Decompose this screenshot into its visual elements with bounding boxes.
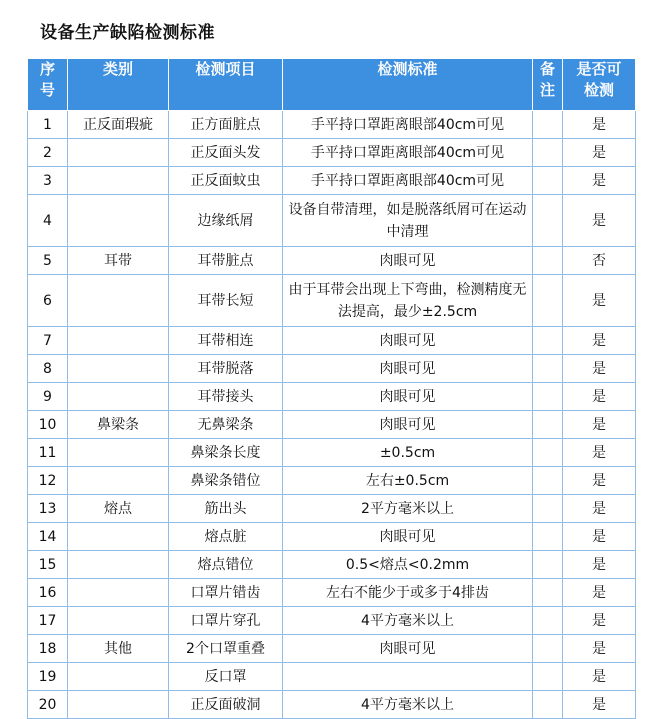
- cell-inspection-standard: 手平持口罩距离眼部40cm可见: [283, 167, 533, 195]
- table-row: [28, 111, 636, 139]
- cell-remark: [533, 579, 563, 607]
- cell-detectable: 是: [563, 635, 636, 663]
- cell-detectable: 是: [563, 467, 636, 495]
- cell-inspection-standard: 肉眼可见: [283, 635, 533, 663]
- cell-inspection-standard: 4平方毫米以上: [283, 607, 533, 635]
- cell-detectable: 是: [563, 411, 636, 439]
- cell-remark: [533, 167, 563, 195]
- cell-serial-number: 16: [28, 579, 68, 607]
- table-row: [28, 607, 636, 635]
- cell-remark: [533, 467, 563, 495]
- cell-inspection-item: 2个口罩重叠: [169, 635, 283, 663]
- cell-category: [68, 691, 169, 719]
- table-row: [28, 579, 636, 607]
- cell-category: [68, 167, 169, 195]
- cell-detectable: 是: [563, 551, 636, 579]
- cell-serial-number: 17: [28, 607, 68, 635]
- cell-inspection-item: 熔点错位: [169, 551, 283, 579]
- cell-remark: [533, 411, 563, 439]
- cell-category: [68, 523, 169, 551]
- cell-serial-number: 5: [28, 247, 68, 275]
- table-row: [28, 691, 636, 719]
- cell-category: 其他: [68, 635, 169, 663]
- cell-detectable: 是: [563, 607, 636, 635]
- cell-serial-number: 18: [28, 635, 68, 663]
- cell-serial-number: 12: [28, 467, 68, 495]
- cell-inspection-standard: ±0.5cm: [283, 439, 533, 467]
- cell-category: [68, 467, 169, 495]
- cell-serial-number: 9: [28, 383, 68, 411]
- table-row: [28, 167, 636, 195]
- document-title: 设备生产缺陷检测标准: [40, 23, 215, 43]
- cell-serial-number: 13: [28, 495, 68, 523]
- cell-inspection-item: 筋出头: [169, 495, 283, 523]
- table-header-row: [28, 59, 636, 111]
- table-row: [28, 523, 636, 551]
- table-row: [28, 139, 636, 167]
- cell-category: [68, 139, 169, 167]
- cell-inspection-item: 耳带接头: [169, 383, 283, 411]
- cell-detectable: 否: [563, 247, 636, 275]
- table-row: [28, 467, 636, 495]
- cell-serial-number: 19: [28, 663, 68, 691]
- header-remark: [533, 59, 563, 111]
- cell-inspection-standard: 2平方毫米以上: [283, 495, 533, 523]
- cell-remark: [533, 275, 563, 327]
- cell-inspection-item: 无鼻梁条: [169, 411, 283, 439]
- header-inspection-standard: 检测标准: [283, 59, 533, 111]
- cell-inspection-item: 正方面脏点: [169, 111, 283, 139]
- cell-category: [68, 383, 169, 411]
- cell-serial-number: 4: [28, 195, 68, 247]
- cell-inspection-standard: 肉眼可见: [283, 247, 533, 275]
- defect-standard-table: [27, 58, 636, 719]
- table-row: [28, 195, 636, 247]
- cell-inspection-item: 耳带长短: [169, 275, 283, 327]
- cell-inspection-standard: 肉眼可见: [283, 355, 533, 383]
- cell-category: 熔点: [68, 495, 169, 523]
- header-detectable: [563, 59, 636, 111]
- cell-inspection-standard: 手平持口罩距离眼部40cm可见: [283, 139, 533, 167]
- cell-inspection-item: 鼻梁条错位: [169, 467, 283, 495]
- cell-category: 正反面瑕疵: [68, 111, 169, 139]
- cell-inspection-standard: 左右不能少于或多于4排齿: [283, 579, 533, 607]
- cell-inspection-standard: 设备自带清理，如是脱落纸屑可在运动中清理: [283, 195, 533, 247]
- cell-inspection-item: 反口罩: [169, 663, 283, 691]
- cell-category: [68, 551, 169, 579]
- cell-inspection-item: 口罩片错齿: [169, 579, 283, 607]
- cell-category: 耳带: [68, 247, 169, 275]
- cell-detectable: 是: [563, 111, 636, 139]
- cell-category: [68, 607, 169, 635]
- cell-serial-number: 2: [28, 139, 68, 167]
- cell-remark: [533, 383, 563, 411]
- cell-serial-number: 11: [28, 439, 68, 467]
- cell-inspection-standard: 肉眼可见: [283, 411, 533, 439]
- table-row: [28, 247, 636, 275]
- cell-inspection-item: 熔点脏: [169, 523, 283, 551]
- cell-detectable: 是: [563, 495, 636, 523]
- table-row: [28, 275, 636, 327]
- cell-remark: [533, 691, 563, 719]
- cell-inspection-item: 边缘纸屑: [169, 195, 283, 247]
- table-row: [28, 355, 636, 383]
- table-row: [28, 439, 636, 467]
- cell-detectable: 是: [563, 383, 636, 411]
- cell-detectable: 是: [563, 579, 636, 607]
- cell-remark: [533, 355, 563, 383]
- header-detectable-line1: 是否可: [576, 60, 622, 78]
- cell-serial-number: 7: [28, 327, 68, 355]
- cell-category: 鼻梁条: [68, 411, 169, 439]
- cell-inspection-standard: 4平方毫米以上: [283, 691, 533, 719]
- cell-detectable: 是: [563, 195, 636, 247]
- cell-detectable: 是: [563, 327, 636, 355]
- table-row: [28, 551, 636, 579]
- cell-detectable: 是: [563, 139, 636, 167]
- header-category: 类别: [68, 59, 169, 111]
- cell-inspection-item: 耳带相连: [169, 327, 283, 355]
- header-serial-line2: 号: [39, 81, 55, 99]
- cell-remark: [533, 635, 563, 663]
- cell-inspection-standard: 肉眼可见: [283, 383, 533, 411]
- cell-category: [68, 275, 169, 327]
- cell-serial-number: 20: [28, 691, 68, 719]
- cell-category: [68, 439, 169, 467]
- table-row: [28, 383, 636, 411]
- cell-category: [68, 663, 169, 691]
- cell-remark: [533, 551, 563, 579]
- cell-inspection-item: 正反面头发: [169, 139, 283, 167]
- cell-serial-number: 8: [28, 355, 68, 383]
- cell-detectable: 是: [563, 167, 636, 195]
- cell-remark: [533, 195, 563, 247]
- header-serial-number: [28, 59, 68, 111]
- cell-inspection-standard: 左右±0.5cm: [283, 467, 533, 495]
- table-row: [28, 411, 636, 439]
- cell-remark: [533, 327, 563, 355]
- cell-detectable: 是: [563, 355, 636, 383]
- header-serial-line1: 序: [39, 60, 55, 78]
- cell-inspection-item: 鼻梁条长度: [169, 439, 283, 467]
- cell-detectable: 是: [563, 663, 636, 691]
- table-row: [28, 663, 636, 691]
- cell-category: [68, 355, 169, 383]
- cell-inspection-item: 正反面破洞: [169, 691, 283, 719]
- cell-remark: [533, 247, 563, 275]
- cell-inspection-standard: 肉眼可见: [283, 523, 533, 551]
- cell-serial-number: 1: [28, 111, 68, 139]
- cell-remark: [533, 523, 563, 551]
- cell-inspection-item: 正反面蚊虫: [169, 167, 283, 195]
- cell-inspection-standard: [283, 663, 533, 691]
- cell-inspection-item: 口罩片穿孔: [169, 607, 283, 635]
- cell-inspection-item: 耳带脱落: [169, 355, 283, 383]
- table-row: [28, 495, 636, 523]
- header-inspection-item: 检测项目: [169, 59, 283, 111]
- cell-inspection-standard: 肉眼可见: [283, 327, 533, 355]
- cell-category: [68, 327, 169, 355]
- table-row: [28, 327, 636, 355]
- header-remark-line1: 备: [539, 60, 555, 78]
- cell-category: [68, 579, 169, 607]
- header-remark-line2: 注: [539, 81, 555, 99]
- cell-serial-number: 15: [28, 551, 68, 579]
- cell-inspection-item: 耳带脏点: [169, 247, 283, 275]
- cell-inspection-standard: 0.5<熔点<0.2mm: [283, 551, 533, 579]
- cell-remark: [533, 495, 563, 523]
- cell-remark: [533, 663, 563, 691]
- cell-remark: [533, 439, 563, 467]
- header-detectable-line2: 检测: [583, 81, 614, 99]
- table-row: [28, 635, 636, 663]
- cell-category: [68, 195, 169, 247]
- table-body: [28, 111, 636, 719]
- cell-serial-number: 14: [28, 523, 68, 551]
- cell-detectable: 是: [563, 439, 636, 467]
- cell-remark: [533, 111, 563, 139]
- cell-serial-number: 6: [28, 275, 68, 327]
- cell-serial-number: 3: [28, 167, 68, 195]
- cell-detectable: 是: [563, 523, 636, 551]
- cell-inspection-standard: 由于耳带会出现上下弯曲，检测精度无法提高，最少±2.5cm: [283, 275, 533, 327]
- cell-inspection-standard: 手平持口罩距离眼部40cm可见: [283, 111, 533, 139]
- cell-serial-number: 10: [28, 411, 68, 439]
- cell-remark: [533, 139, 563, 167]
- cell-detectable: 是: [563, 691, 636, 719]
- cell-remark: [533, 607, 563, 635]
- cell-detectable: 是: [563, 275, 636, 327]
